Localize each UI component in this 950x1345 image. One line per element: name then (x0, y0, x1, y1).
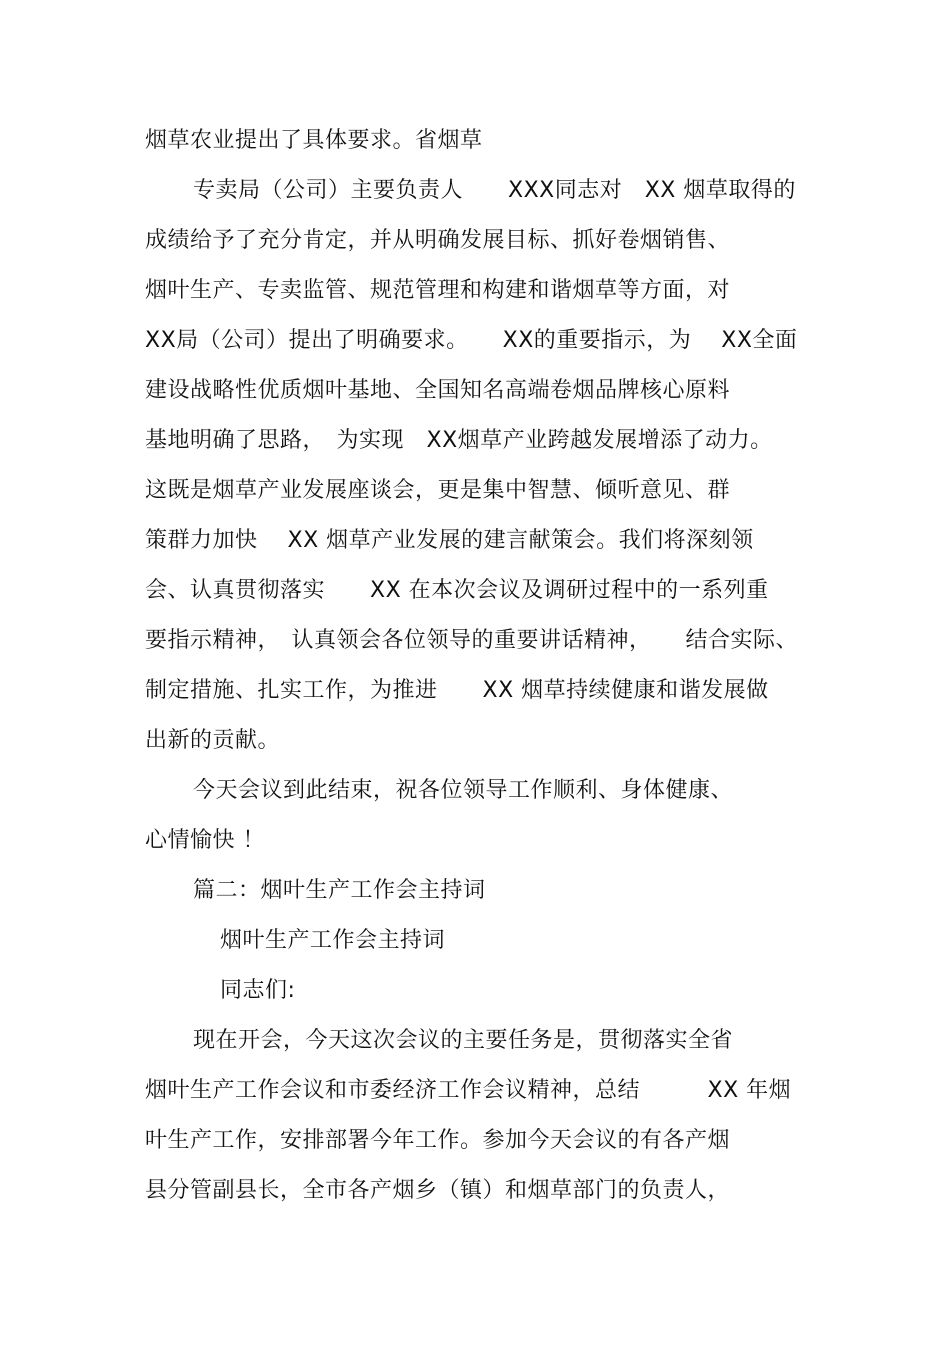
text-line-13: 出新的贡献。 (145, 728, 281, 753)
text-line-12: 制定措施、扎实工作，为推进 XX 烟草持续健康和谐发展做 (145, 678, 769, 703)
text-line-1: 烟草农业提出了具体要求。省烟草 (145, 128, 483, 153)
speech-title: 烟叶生产工作会主持词 (220, 928, 446, 953)
text-line-20: 烟叶生产工作会议和市委经济工作会议精神，总结 XX 年烟 (145, 1078, 792, 1103)
text-line-21: 叶生产工作，安排部署今年工作。参加今天会议的有各产烟 (145, 1128, 731, 1153)
text-line-8: 这既是烟草产业发展座谈会，更是集中智慧、倾听意见、群 (145, 478, 731, 503)
text-line-5: XX局（公司）提出了明确要求。 XX的重要指示，为 XX全面 (145, 328, 798, 353)
text-line-9: 策群力加快 XX 烟草产业发展的建言献策会。我们将深刻领 (145, 528, 754, 553)
text-line-4: 烟叶生产、专卖监管、规范管理和构建和谐烟草等方面，对 (145, 278, 731, 303)
text-line-6: 建设战略性优质烟叶基地、全国知名高端卷烟品牌核心原料 (145, 378, 731, 403)
text-line-14: 今天会议到此结束，祝各位领导工作顺利、身体健康、 (193, 778, 734, 803)
text-line-11: 要指示精神， 认真领会各位领导的重要讲话精神， 结合实际、 (145, 628, 799, 653)
text-line-7: 基地明确了思路， 为实现 XX烟草产业跨越发展增添了动力。 (145, 428, 773, 453)
text-line-19: 现在开会，今天这次会议的主要任务是，贯彻落实全省 (193, 1028, 734, 1053)
text-line-2: 专卖局（公司）主要负责人 XXX同志对 XX 烟草取得的 (193, 178, 796, 203)
text-line-22: 县分管副县长，全市各产烟乡（镇）和烟草部门的负责人， (145, 1178, 731, 1203)
text-line-3: 成绩给予了充分肯定，并从明确发展目标、抓好卷烟销售、 (145, 228, 731, 253)
salutation: 同志们: (220, 978, 296, 1003)
text-line-15: 心情愉快 ！ (145, 828, 265, 853)
text-line-10: 会、认真贯彻落实 XX 在本次会议及调研过程中的一系列重 (145, 578, 769, 603)
section-heading: 篇二：烟叶生产工作会主持词 (193, 878, 486, 903)
